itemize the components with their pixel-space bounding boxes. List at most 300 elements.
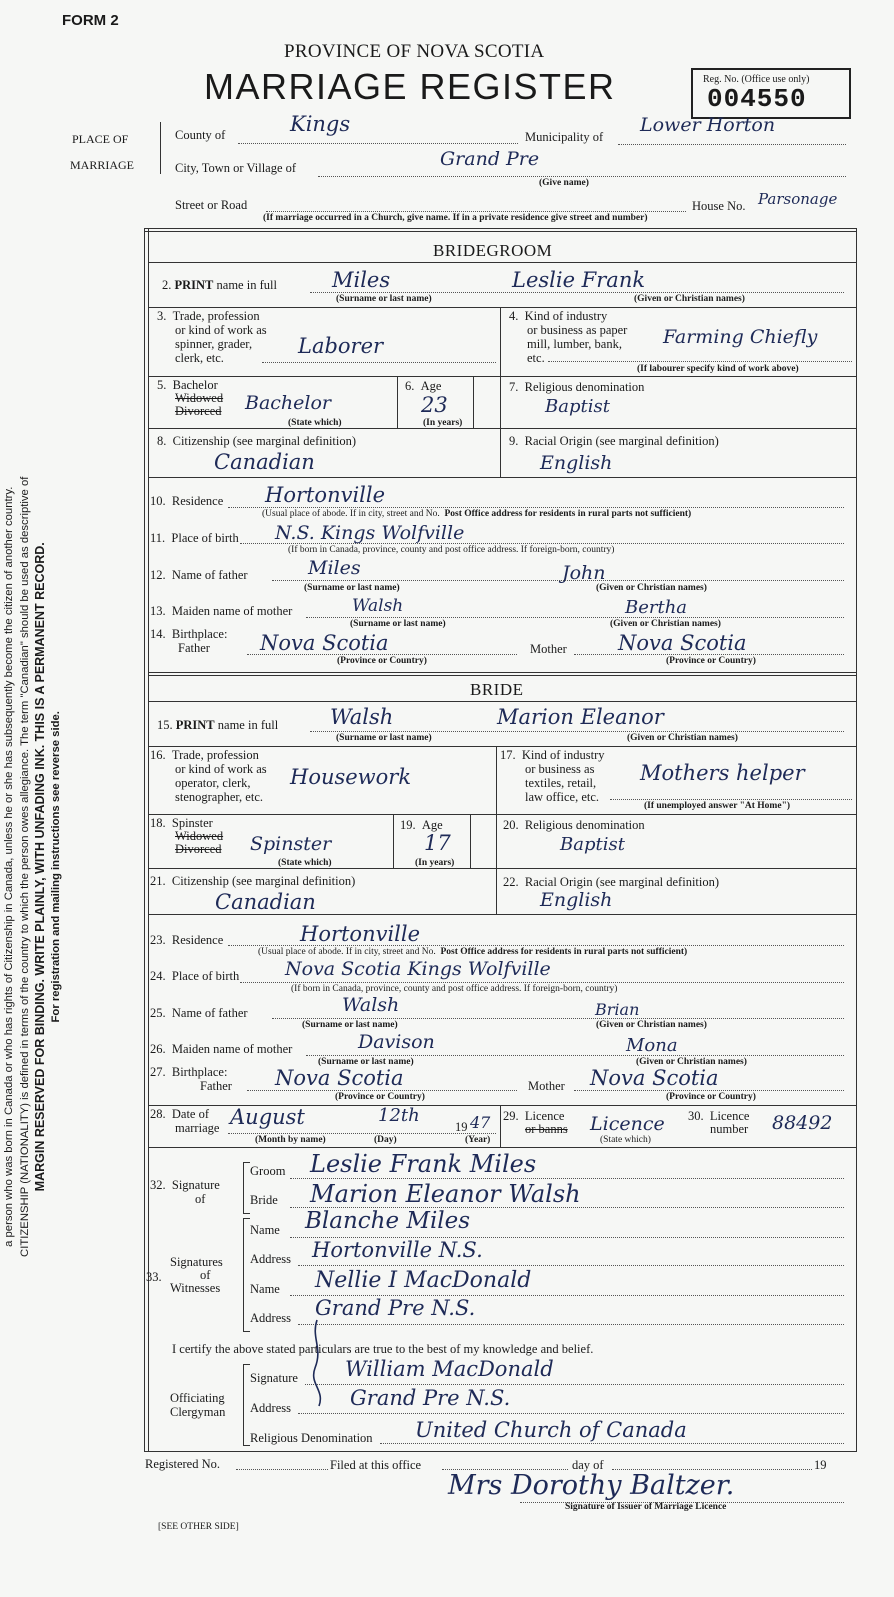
groom-surname: Miles [332,268,391,292]
bride-pob: Nova Scotia Kings Wolfville [285,958,551,980]
bride-mother-line [306,1055,844,1056]
groom-industry-line [548,361,852,362]
row-divider [148,307,856,308]
bride-residence-label [150,933,223,948]
year-caption: (Year) [465,1135,491,1145]
groom-pob-caption: (If born in Canada, province, county and post office address. If foreign-born, country) [288,545,615,555]
municipality-line [618,144,846,145]
groom-print-no: 2. [162,278,172,292]
row-divider [148,746,856,747]
clergy-address-label: Address [250,1401,291,1415]
bride-citizenship-label [150,874,355,889]
bride-racial: English [540,889,613,911]
bridegroom-heading: BRIDEGROOM [433,241,553,260]
bride-status-label [150,817,223,856]
groom-mother-label [150,604,292,619]
col-divider [393,814,394,868]
section-divider [148,672,856,673]
bride-given: Marion Eleanor [497,705,664,729]
row-divider [148,262,856,263]
bride-status-no: 18. [150,816,166,830]
groom-print-bold: PRINT [174,278,214,292]
issuer-signature: Mrs Dorothy Baltzer. [448,1470,735,1501]
clergyman-label [170,1391,225,1419]
licence-num-l2: number [710,1122,749,1136]
bride-industry-l2: or business as [525,762,595,776]
row-divider [148,814,856,815]
bride-pob-caption: (If born in Canada, province, county and post office address. If foreign-born, country) [291,984,618,994]
sig-no: 32. [150,1178,166,1192]
groom-mother-no: 13. [150,604,166,618]
row-divider [148,1147,856,1148]
groom-father-given-caption: (Given or Christian names) [596,583,707,593]
sig-l1: Signature [171,1178,220,1192]
licence-num-no: 30. [688,1109,704,1123]
w1-address-label: Address [250,1252,291,1266]
groom-citizenship-label [157,434,356,449]
groom-surname-caption: (Surname or last name) [336,294,432,304]
margin-line: CITIZENSHIP (NATIONALITY) is defined in terms of the country to which the person owes allegiance. The term "Canadian" should be used as descriptive of [19,476,31,1257]
col-divider [500,307,501,477]
date-l1: Date of [171,1107,210,1121]
street-note: (If marriage occurred in a Church, give name. If in a private residence give street and number) [263,213,648,223]
licence-l2: or banns [525,1122,568,1136]
groom-bp-mother-line [574,654,844,655]
date-label [150,1107,219,1135]
bride-mother-no: 26. [150,1042,166,1056]
denomination-line [380,1443,844,1444]
place-label-line1: PLACE OF [72,132,129,146]
groom-citizen-label-text: Citizenship (see marginal definition) [172,434,357,448]
w2-address-label: Address [250,1311,291,1325]
groom-status-l1: Bachelor [172,378,218,392]
date-line [228,1133,496,1134]
bride-racial-label [503,875,719,890]
bride-age-label-text: Age [421,818,443,832]
groom-pob: N.S. Kings Wolfville [275,522,465,544]
col-divider [473,376,474,428]
bride-father-surname-caption: (Surname or last name) [302,1020,398,1030]
groom-industry-caption: (If labourer specify kind of work above) [637,364,799,374]
bride-status-l1: Spinster [171,816,213,830]
groom-bp-no: 14. [150,627,166,641]
bride-trade-l1: Trade, profession [171,748,259,762]
groom-industry-l2: or business as paper [527,323,628,337]
place-bracket [160,122,161,174]
groom-given: Leslie Frank [512,268,646,292]
bride-father-line [272,1018,844,1019]
bride-res-cap-bold: Post Office address for residents in rural parts not sufficient) [440,947,688,957]
issuer-caption: Signature of Issuer of Marriage Licence [565,1502,727,1512]
licence-num-l1: Licence [709,1109,750,1123]
ink-scribble [305,1318,335,1408]
bride-status: Spinster [250,833,332,855]
see-other-side: [SEE OTHER SIDE] [158,1522,239,1532]
groom-print-label [162,278,277,293]
place-label [70,126,134,178]
groom-age-no: 6. [405,379,415,393]
groom-father-no: 12. [150,568,166,582]
wit-no: 33. [146,1270,162,1284]
bride-mother-label-text: Maiden name of mother [171,1042,293,1056]
bride-industry-label [500,748,605,804]
section-divider [148,675,856,676]
bride-bp-mother: Nova Scotia [590,1066,719,1090]
groom-given-caption: (Given or Christian names) [634,294,745,304]
bride-citizen-label-text: Citizenship (see marginal definition) [171,874,356,888]
bride-bp-label-text: Birthplace: [171,1065,228,1079]
row-divider [148,428,856,429]
groom-industry: Farming Chiefly [663,326,818,348]
bride-bp-no: 27. [150,1065,166,1079]
marriage-day: 12th [378,1105,420,1126]
county-line [238,143,518,144]
day-of-label: day of [572,1458,604,1472]
col-divider [397,376,398,428]
col-divider [470,814,471,868]
table-bottom-border [144,1451,857,1452]
groom-religion-label-text: Religious denomination [524,380,645,394]
groom-industry-l1: Kind of industry [524,309,608,323]
groom-industry-label [509,309,627,365]
witness2-name: Nellie I MacDonald [315,1268,532,1293]
groom-racial: English [540,452,613,474]
bride-age-no: 19. [400,818,416,832]
groom-pob-label-text: Place of birth [171,531,239,545]
filed-label: Filed at this office [330,1458,422,1472]
col-divider [496,746,497,914]
bride-bp-mother-label: Mother [528,1079,565,1093]
groom-bp-mother: Nova Scotia [618,631,747,655]
bride-bp-father-label: Father [200,1079,232,1093]
bride-pob-label [150,969,239,984]
denomination: United Church of Canada [415,1418,687,1442]
bride-status-l3: Divorced [175,842,222,856]
col-divider [500,1105,501,1147]
groom-bp-father: Nova Scotia [260,631,389,655]
wit-l2: of [200,1268,211,1282]
day-caption: (Day) [374,1135,397,1145]
signature-label [150,1178,220,1206]
bride-trade-label [150,748,267,804]
groom-res-cap-bold: Post Office address for residents in rural parts not sufficient) [444,509,692,519]
bride-religion: Baptist [560,834,625,855]
groom-residence-line [228,507,844,508]
groom-pob-label [150,531,239,546]
groom-bp-label-text: Birthplace: [171,627,228,641]
witness2-address: Grand Pre N.S. [315,1296,476,1320]
footer-year-prefix: 19 [814,1458,827,1472]
witness-bracket [243,1218,250,1332]
groom-status-label [157,379,223,418]
bride-mother-label [150,1042,292,1057]
row-divider [148,376,856,377]
groom-trade-l4: clerk, etc. [175,351,224,365]
groom-signature: Leslie Frank Miles [310,1150,537,1178]
bride-mother-given: Mona [626,1035,678,1056]
bride-industry-l3: textiles, retail, [525,776,597,790]
bride-surname-caption: (Surname or last name) [336,733,432,743]
bride-status-caption: (State which) [278,858,332,868]
bride-father-given: Brian [595,1000,640,1019]
bride-father-surname: Walsh [342,994,400,1016]
licence-l1: Licence [524,1109,565,1123]
marriage-month: August [230,1105,305,1129]
groom-mother-surname: Walsh [352,596,404,616]
bride-pob-label-text: Place of birth [171,969,240,983]
house-value: Parsonage [758,190,838,208]
groom-status-caption: (State which) [288,418,342,428]
bride-religion-no: 20. [503,818,519,832]
bride-mother-given-caption: (Given or Christian names) [636,1057,747,1067]
groom-res-label-text: Residence [171,494,224,508]
groom-res-no: 10. [150,494,166,508]
groom-status-no: 5. [157,378,167,392]
place-label-line2: MARRIAGE [70,158,135,172]
clergy-l2: Clergyman [170,1405,226,1419]
groom-mother-label-text: Maiden name of mother [171,604,293,618]
row-divider [148,477,856,478]
groom-racial-label-text: Racial Origin (see marginal definition) [524,434,719,448]
give-name-caption: (Give name) [539,178,589,188]
licence-label [503,1110,568,1136]
bride-status-l2: Widowed [175,829,224,843]
groom-bp-father-label: Father [178,641,210,655]
bride-res-no: 23. [150,933,166,947]
groom-pob-line [240,543,844,544]
witness1-address: Hortonville N.S. [312,1238,483,1262]
table-left-border-inner [148,228,149,1452]
groom-industry-no: 4. [509,309,519,323]
groom-father-label [150,568,248,583]
bride-name-line [310,731,844,732]
groom-bp-mother-caption: (Province or Country) [666,656,756,666]
bride-bp-father-line [247,1090,517,1091]
w2-name-label: Name [250,1282,280,1296]
groom-residence-caption [262,509,691,519]
groom-religion-no: 7. [509,380,519,394]
groom-status-l2: Widowed [175,391,224,405]
groom-father-given: John [562,562,606,584]
reg-number: 004550 [707,84,807,114]
bride-sig-label: Bride [250,1193,278,1207]
licence-number-label [688,1110,749,1136]
groom-trade-l2: or kind of work as [175,323,267,337]
table-right-border [856,228,857,1452]
licence-no: 29. [503,1109,519,1123]
street-label: Street or Road [175,198,248,212]
clergy-signature-label: Signature [250,1371,298,1385]
sig-l2: of [195,1192,206,1206]
groom-trade-line [262,362,496,363]
groom-bp-father-caption: (Province or Country) [337,656,427,666]
county-value: Kings [290,112,351,136]
groom-trade-l3: spinner, grader, [175,337,253,351]
table-top-border-2 [144,231,857,232]
bride-res-cap-normal: (Usual place of abode. If in city, street and No. [258,947,436,957]
bride-industry: Mothers helper [640,761,805,785]
province-title: PROVINCE OF NOVA SCOTIA [284,41,545,62]
bride-residence: Hortonville [300,922,421,946]
row-divider [148,868,856,869]
groom-trade: Laborer [298,334,384,358]
bride-mother-surname-caption: (Surname or last name) [318,1057,414,1067]
table-left-border [144,228,145,1452]
bride-religion-label-text: Religious denomination [524,818,645,832]
registered-label: Registered No. [145,1457,220,1471]
binding-margin-notes [0,137,65,1597]
margin-line: a person who was born in Canada or who has rights of Citizenship in Canada, unless he or she has subsequently become the citizen of another country. [3,486,16,1247]
clergy-address: Grand Pre N.S. [350,1386,511,1410]
bride-industry-no: 17. [500,748,516,762]
bride-pob-line [240,982,844,983]
groom-industry-l3: mill, lumber, bank, [527,337,622,351]
bride-print-no: 15. [157,718,173,732]
groom-trade-label [157,309,267,365]
bride-father-label-text: Name of father [171,1006,248,1020]
bride-trade: Housework [290,765,412,789]
bride-res-label-text: Residence [171,933,224,947]
groom-citizenship: Canadian [214,450,315,474]
bride-racial-label-text: Racial Origin (see marginal definition) [524,875,720,889]
date-no: 28. [150,1107,166,1121]
clergy-signature: William MacDonald [345,1357,554,1381]
bride-citizen-no: 21. [150,874,166,888]
groom-religion-label [509,380,644,395]
clergy-sig-line [305,1384,844,1385]
city-label: City, Town or Village of [175,161,297,175]
marriage-year-prefix: 19 [455,1120,468,1134]
bride-trade-l3: operator, clerk, [175,776,251,790]
municipality-label: Municipality of [525,130,604,144]
groom-residence-label [150,494,223,509]
house-label: House No. [692,199,746,213]
bride-racial-no: 22. [503,875,519,889]
groom-mother-surname-caption: (Surname or last name) [350,619,446,629]
groom-age: 23 [421,393,448,417]
county-label: County of [175,128,226,142]
w1-name-label: Name [250,1223,280,1237]
groom-print-rest: name in full [216,278,277,292]
registered-line [236,1469,328,1470]
groom-industry-l4: etc. [527,351,545,365]
city-line [318,176,846,177]
groom-father-surname: Miles [308,557,361,579]
bride-residence-caption [258,947,687,957]
bride-age: 17 [424,831,451,855]
bride-religion-label [503,818,645,833]
groom-racial-label [509,434,719,449]
bride-industry-l1: Kind of industry [521,748,605,762]
bride-father-no: 25. [150,1006,166,1020]
row-divider [148,914,856,915]
groom-residence: Hortonville [265,483,386,507]
bride-bp-mother-caption: (Province or Country) [666,1092,756,1102]
certify-text: I certify the above stated particulars are true to the best of my knowledge and belief. [172,1342,594,1356]
groom-racial-no: 9. [509,434,519,448]
bride-bp-father: Nova Scotia [275,1066,404,1090]
reg-number-label: Reg. No. (Office use only) [703,74,810,85]
municipality-value: Lower Horton [640,114,776,136]
margin-line: For registration and mailing instructions see reverse side. [50,711,63,1023]
groom-trade-no: 3. [157,309,167,323]
bride-bp-father-caption: (Province or Country) [335,1092,425,1102]
bride-surname: Walsh [330,705,394,729]
date-l2: marriage [175,1121,220,1135]
groom-trade-l1: Trade, profession [172,309,260,323]
groom-age-caption: (In years) [423,418,463,428]
bride-print-rest: name in full [217,718,279,732]
bride-father-given-caption: (Given or Christian names) [596,1020,707,1030]
groom-age-label-text: Age [420,379,442,393]
licence-number: 88492 [772,1112,833,1134]
signature-bracket [243,1162,250,1214]
bride-trade-l2: or kind of work as [175,762,267,776]
bride-residence-line [228,945,844,946]
groom-name-line [310,292,844,293]
month-caption: (Month by name) [255,1135,326,1145]
margin-line: MARGIN RESERVED FOR BINDING. WRITE PLAINLY, WITH UNFADING INK. THIS IS A PERMANENT RECORD. [33,542,48,1192]
bride-trade-no: 16. [150,748,166,762]
street-line [266,211,686,212]
licence-type: Licence [590,1113,665,1135]
bride-mother-surname: Davison [358,1031,435,1053]
bride-heading: BRIDE [470,680,524,699]
bride-age-caption: (In years) [415,858,455,868]
row-divider [148,701,856,702]
wit-l3: Witnesses [170,1281,221,1295]
groom-father-label-text: Name of father [171,568,248,582]
groom-sig-line [290,1178,844,1179]
groom-pob-no: 11. [150,531,166,545]
bride-signature: Marion Eleanor Walsh [310,1180,581,1208]
groom-religion: Baptist [545,396,610,417]
licence-caption: (State which) [600,1135,651,1145]
table-top-border [144,228,857,229]
groom-mother-given-caption: (Given or Christian names) [610,619,721,629]
page-title: MARRIAGE REGISTER [204,66,616,107]
bride-print-bold: PRINT [175,718,215,732]
bride-print-label [157,718,278,733]
marriage-year: 47 [470,1113,491,1132]
groom-father-line [272,580,844,581]
groom-bp-mother-label: Mother [530,642,567,656]
groom-status-l3: Divorced [175,404,222,418]
bride-bp-mother-line [574,1090,844,1091]
groom-mother-line [306,617,844,618]
w2-address-line [298,1324,844,1325]
groom-bp-father-line [247,654,517,655]
witness1-name: Blanche Miles [305,1208,471,1234]
bride-pob-no: 24. [150,969,166,983]
bride-industry-l4: law office, etc. [525,790,600,804]
bride-trade-l4: stenographer, etc. [175,790,264,804]
bride-father-label [150,1006,248,1021]
w1-address-line [298,1265,844,1266]
denomination-label: Religious Denomination [250,1431,373,1445]
groom-age-label [405,379,441,394]
reg-number-box [691,68,851,119]
clergy-bracket [243,1364,250,1446]
bride-birthplace-label [150,1065,232,1093]
clergy-address-line [298,1413,844,1414]
bride-citizenship: Canadian [215,890,316,914]
groom-father-surname-caption: (Surname or last name) [304,583,400,593]
groom-citizen-no: 8. [157,434,167,448]
groom-birthplace-label [150,627,227,655]
wit-l1: Signatures [170,1255,223,1269]
bride-industry-caption: (If unemployed answer "At Home") [644,801,791,811]
